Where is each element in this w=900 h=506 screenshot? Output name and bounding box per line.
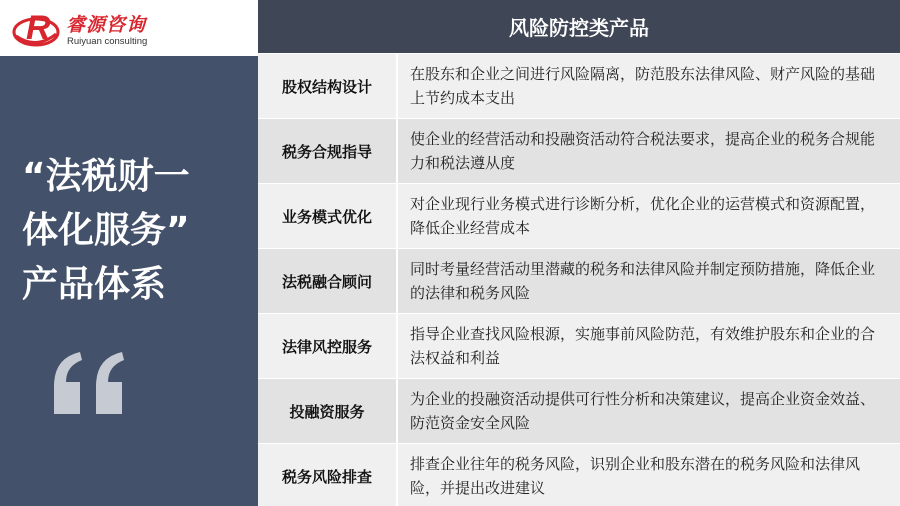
- product-description: 在股东和企业之间进行风险隔离，防范股东法律风险、财产风险的基础上节约成本支出: [410, 65, 876, 107]
- product-name: 税务风险排查: [258, 444, 398, 506]
- logo-letter: R: [26, 9, 51, 47]
- logo-area: [0, 0, 258, 56]
- logo-r-icon: [12, 6, 60, 50]
- table-row: [258, 183, 900, 248]
- product-description: 同时考量经营活动里潜藏的税务和法律风险并制定预防措施，降低企业的法律和税务风险: [410, 260, 876, 302]
- product-description: 为企业的投融资活动提供可行性分析和决策建议，提高企业资金效益、防范资金安全风险: [410, 390, 876, 432]
- table-row: [258, 443, 900, 506]
- product-description: 使企业的经营活动和投融资活动符合税法要求，提高企业的税务合规能力和税法遵从度: [410, 130, 876, 172]
- product-description: 指导企业查找风险根源，实施事前风险防范，有效维护股东和企业的合法权益和利益: [410, 325, 876, 367]
- logo-name-cn: 睿源咨询: [66, 14, 147, 36]
- product-name: 税务合规指导: [258, 119, 398, 183]
- product-name: 投融资服务: [258, 379, 398, 443]
- product-name: 业务模式优化: [258, 184, 398, 248]
- logo-name-en: Ruiyuan consulting: [67, 36, 148, 47]
- quote-mark-icon: [50, 348, 130, 418]
- table-row: [258, 53, 900, 118]
- table-row: [258, 313, 900, 378]
- title-line-3: 产品体系: [22, 264, 167, 305]
- page-title: [22, 150, 252, 312]
- table-header: 风险防控类产品: [258, 0, 900, 53]
- table-row: [258, 118, 900, 183]
- left-panel: [0, 0, 258, 506]
- product-description: 对企业现行业务模式进行诊断分析，优化企业的运营模式和资源配置，降低企业经营成本: [410, 195, 876, 237]
- title-line-1: “法税财一: [22, 156, 190, 197]
- table-row: [258, 248, 900, 313]
- title-line-2: 体化服务”: [22, 210, 190, 251]
- product-name: 法税融合顾问: [258, 249, 398, 313]
- product-description: 排查企业往年的税务风险，识别企业和股东潜在的税务风险和法律风险，并提出改进建议: [410, 455, 861, 497]
- product-table: [258, 53, 900, 506]
- product-name: 股权结构设计: [258, 54, 398, 118]
- product-name: 法律风控服务: [258, 314, 398, 378]
- table-row: [258, 378, 900, 443]
